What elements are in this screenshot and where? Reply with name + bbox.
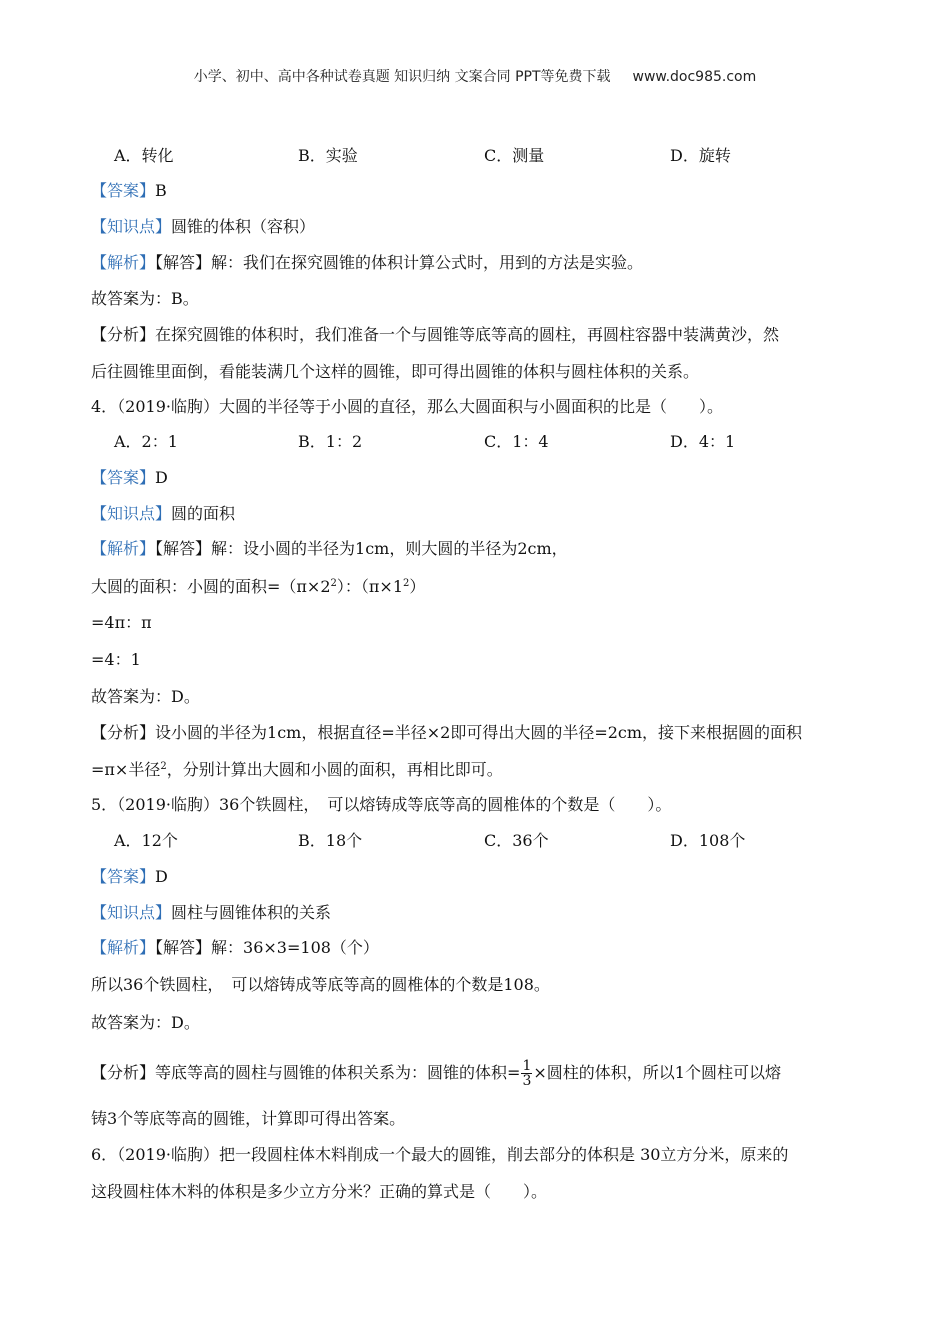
- answer-value: D: [155, 468, 168, 487]
- fraction-denominator: 3: [522, 1073, 532, 1089]
- q4-option-d: D．4：1: [670, 432, 736, 451]
- q5-option-c: C．36个: [484, 831, 549, 850]
- page-header: [0, 66, 950, 86]
- q6-stem-line-1: 6．（2019·临朐）把一段圆柱体木料削成一个最大的圆锥，削去部分的体积是 30立方分米，原来的: [91, 1145, 789, 1164]
- q4-fenxi-line-2: [91, 759, 503, 781]
- q4-knowledge-point: [91, 503, 235, 525]
- knowledge-point-value: 圆的面积: [171, 504, 236, 523]
- q4-calc-line-2: =4π：π: [91, 613, 152, 632]
- knowledge-point-value: 圆锥的体积（容积）: [171, 217, 316, 236]
- q4-option-a: A．2：1: [114, 432, 178, 451]
- fraction-numerator: 1: [522, 1058, 532, 1074]
- q3-option-d: D．旋转: [670, 146, 731, 165]
- q4-stem: 4．（2019·临朐）大圆的半径等于小圆的直径，那么大圆面积与小圆面积的比是（ ）。: [91, 397, 723, 416]
- fenxi-tag: 【分析】: [91, 1063, 156, 1082]
- analysis-text: 解：我们在探究圆锥的体积计算公式时，用到的方法是实验。: [211, 253, 644, 272]
- q5-stem: 5．（2019·临朐）36个铁圆柱， 可以熔铸成等底等高的圆椎体的个数是（ ）。: [91, 795, 672, 814]
- q3-knowledge-point: [91, 216, 315, 238]
- q4-calc-line-3: =4：1: [91, 650, 141, 669]
- q5-option-a: A．12个: [114, 831, 178, 850]
- fenxi-text: 设小圆的半径为1cm，根据直径=半径×2即可得出大圆的半径=2cm，接下来根据圆的面积: [155, 723, 803, 742]
- analysis-tag: 【解析】: [91, 253, 156, 272]
- fenxi-part: ，分别计算出大圆和小圆的面积，再相比即可。: [166, 760, 503, 779]
- exponent: 2: [330, 578, 337, 589]
- one-third-fraction: [521, 1059, 532, 1088]
- q4-fenxi-line-1: [91, 722, 802, 744]
- knowledge-point-tag: 【知识点】: [91, 504, 172, 523]
- q5-conclusion: 故答案为：D。: [91, 1013, 200, 1032]
- q3-answer: [91, 180, 167, 202]
- q3-option-c: C．测量: [484, 146, 545, 165]
- q4-calc-line-1: [91, 576, 425, 598]
- calc-part: ）: [409, 577, 426, 596]
- analysis-text: 解：36×3=108（个）: [211, 938, 379, 957]
- fenxi-text: 在探究圆锥的体积时，我们准备一个与圆锥等底等高的圆柱，再圆柱容器中装满黄沙，然: [155, 325, 780, 344]
- solution-tag: 【解答】: [155, 539, 212, 558]
- q6-stem-line-2: 这段圆柱体木料的体积是多少立方分米？正确的算式是（ ）。: [91, 1182, 548, 1201]
- fenxi-tag: 【分析】: [91, 325, 156, 344]
- q5-option-d: D．108个: [670, 831, 746, 850]
- q5-option-b: B．18个: [298, 831, 363, 850]
- header-site: www.doc985.com: [632, 69, 757, 85]
- solution-tag: 【解答】: [155, 938, 212, 957]
- analysis-text: 解：设小圆的半径为1cm，则大圆的半径为2cm，: [211, 539, 568, 558]
- q3-option-a: A．转化: [114, 146, 174, 165]
- fenxi-text: ×圆柱的体积，所以1个圆柱可以熔: [533, 1063, 781, 1082]
- calc-part: ）：（π×1: [336, 577, 403, 596]
- fenxi-text: 等底等高的圆柱与圆锥的体积关系为：圆锥的体积=: [155, 1063, 521, 1082]
- q4-option-b: B．1：2: [298, 432, 363, 451]
- q3-fenxi-line-2: 后往圆锥里面倒，看能装满几个这样的圆锥，即可得出圆锥的体积与圆柱体积的关系。: [91, 362, 700, 381]
- exponent: 2: [403, 578, 410, 589]
- fenxi-part: =π×半径: [91, 760, 161, 779]
- q4-answer: [91, 467, 168, 489]
- answer-tag: 【答案】: [91, 468, 156, 487]
- answer-value: B: [155, 181, 167, 200]
- knowledge-point-tag: 【知识点】: [91, 217, 172, 236]
- exponent: 2: [160, 761, 167, 772]
- q3-option-b: B．实验: [298, 146, 358, 165]
- fenxi-tag: 【分析】: [91, 723, 156, 742]
- q5-answer: [91, 866, 168, 888]
- q4-analysis: [91, 538, 568, 560]
- q4-conclusion: 故答案为：D。: [91, 687, 200, 706]
- answer-value: D: [155, 867, 168, 886]
- knowledge-point-value: 圆柱与圆锥体积的关系: [171, 903, 332, 922]
- q5-line-2: 所以36个铁圆柱， 可以熔铸成等底等高的圆椎体的个数是108。: [91, 975, 550, 994]
- q5-fenxi-line-1: [91, 1059, 781, 1088]
- q4-option-c: C．1：4: [484, 432, 549, 451]
- q5-analysis: [91, 937, 379, 959]
- header-text: 小学、初中、高中各种试卷真题 知识归纳 文案合同 PPT等免费下载: [193, 69, 611, 85]
- knowledge-point-tag: 【知识点】: [91, 903, 172, 922]
- q3-conclusion: 故答案为：B。: [91, 289, 199, 308]
- answer-tag: 【答案】: [91, 181, 156, 200]
- solution-tag: 【解答】: [155, 253, 212, 272]
- q5-knowledge-point: [91, 902, 331, 924]
- q3-analysis: [91, 252, 643, 274]
- answer-tag: 【答案】: [91, 867, 156, 886]
- q5-fenxi-line-2: 铸3个等底等高的圆锥，计算即可得出答案。: [91, 1109, 406, 1128]
- q3-fenxi-line-1: [91, 324, 779, 346]
- analysis-tag: 【解析】: [91, 938, 156, 957]
- analysis-tag: 【解析】: [91, 539, 156, 558]
- calc-part: 大圆的面积：小圆的面积=（π×2: [91, 577, 331, 596]
